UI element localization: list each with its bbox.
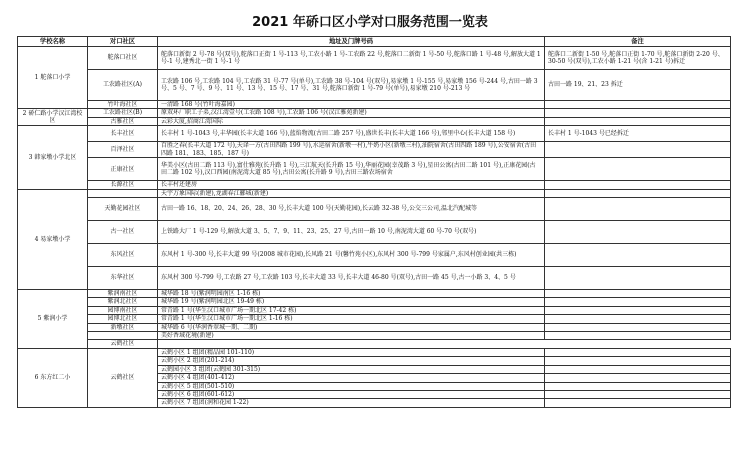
note-cell <box>545 390 731 398</box>
community-name: 云鹤社区 <box>88 340 158 348</box>
address-cell: 工农路 106 号,工农路 104 号,工农路 31 号-77 号(单号),工农路 38 号-104 号(双号),易家墩 1 号-155 号,易家墩 156 号-244 号,古田一路 3 号、5 号、7 号、9 号、11 号、13 号、15 号、17 号、31 号,舵落口新街 1 号-79 号(单号),易家墩 210 号-213 号 <box>158 70 545 101</box>
note-cell <box>545 117 731 125</box>
community-name: 工农路社区(B) <box>88 109 158 117</box>
community-name: 新墩社区 <box>88 323 158 331</box>
note-cell <box>545 244 731 267</box>
table-row <box>18 298 731 306</box>
note-cell <box>545 181 731 189</box>
table-row <box>18 332 731 340</box>
address-cell: 古田一路 16、18、20、24、26、28、30 号,长丰大道 100 号(天勤花园),长云路 32-38 号,公交三公司,温北汽配城等 <box>158 198 545 221</box>
address-cell: 城华路 6 号(华润香翠城一期、二期) <box>158 323 545 331</box>
note-cell <box>545 267 731 290</box>
note-cell <box>545 101 731 109</box>
address-cell: 云鹤小区 2 组团(201-214) <box>158 357 545 365</box>
address-cell: 长丰村 1 号-1043 号,丰华园(长丰大道 166 号),蓝焰物流(古田二路 257 号),盛世长丰(长丰大道 166 号),邻里中心(长丰大道 158 号) <box>158 126 545 142</box>
address-cell: 百胜之春(长丰大道 172 号),天译一方(古田四路 199 号),水运宿舍(新墩一村),牛奶小区(新墩三村),油院宿舍(古田四路 189 号),公安宿舍(古田四路 181、183、185、187 号) <box>158 142 545 158</box>
table-row <box>18 47 731 70</box>
note-cell <box>545 109 731 117</box>
address-cell: 一清路 168 号(竹叶海嘉园) <box>158 101 545 109</box>
community-name: 东风社区 <box>88 244 158 267</box>
address-cell: 云鹤小区 5 组团(501-510) <box>158 382 545 390</box>
table-row <box>18 70 731 101</box>
table-row <box>18 158 731 181</box>
note-cell <box>545 399 731 407</box>
address-cell: 云鹤小区 7 组团(润和花园 1-22) <box>158 399 545 407</box>
table-row <box>18 290 731 298</box>
service-scope-table <box>17 36 731 408</box>
header-address: 地址及门牌号码 <box>158 37 545 47</box>
table-row <box>18 198 731 221</box>
community-name <box>88 189 158 197</box>
note-cell <box>545 158 731 181</box>
community-name: 正康社区 <box>88 158 158 181</box>
community-name: 天勤花园社区 <box>88 198 158 221</box>
note-cell <box>545 374 731 382</box>
address-cell: 舵落口新街 2 号-78 号(双号),舵落口正街 1 号-113 号,工农小路 1 号-工农路 22 号,舵落口二新街 1 号-50 号,舵落口路 1 号-48 号,解放大道 1 号-1 号,建秀北一街 1 号-1 号 <box>158 47 545 70</box>
note-cell: 舵落口二新街 1-50 号,舵落口正街 1-70 号,舵落口新街 2-20 号、30-50 号(双号),工农小路 1-21 号(含 1-21 号)拆迁 <box>545 47 731 70</box>
table-row <box>18 267 731 290</box>
community-name: 东华社区 <box>88 267 158 290</box>
community-name: 紫润北社区 <box>88 298 158 306</box>
table-row <box>18 221 731 244</box>
note-cell <box>545 306 731 314</box>
note-cell: 古田一路 19、21、23 拆迁 <box>545 70 731 101</box>
header-community: 对口社区 <box>88 37 158 47</box>
address-cell: 上铁路大厂 1 号-129 号,解放大道 3、5、7、9、11、23、25、27 号,古田一路 10 号,南泥湾大道 60 号-70 号(双号) <box>158 221 545 244</box>
note-cell <box>545 365 731 373</box>
community-name: 云鹤社区 <box>88 348 158 407</box>
note-cell <box>545 198 731 221</box>
address-cell: 云鹤小区 4 组团(401-412) <box>158 374 545 382</box>
community-name: 园博北社区 <box>88 315 158 323</box>
address-cell: 常青路 1 号(华生汉口城市广场一期北区 17-42 栋) <box>158 306 545 314</box>
table-row <box>18 109 731 117</box>
table-row <box>18 142 731 158</box>
school-name: 5 紫润小学 <box>18 290 88 349</box>
note-cell: 长丰村 1 号-1043 号已经拆迁 <box>545 126 731 142</box>
table-row <box>18 306 731 314</box>
community-name: 竹叶海社区 <box>88 101 158 109</box>
address-cell: 云鹤园小区 3 组团(云鹤园 301-315) <box>158 365 545 373</box>
header-school: 学校名称 <box>18 37 88 47</box>
address-cell: 天宇万象国际(新建),龙湖春江郦城(新建) <box>158 189 545 197</box>
address-cell: 城华路 19 号(紫润明园北区 19-49 栋) <box>158 298 545 306</box>
table-row <box>18 117 731 125</box>
address-cell: 长丰村还建房 <box>158 181 545 189</box>
page-title: 2021 年硚口区小学对口服务范围一览表 <box>252 15 488 30</box>
address-cell: 东风村 300 号-799 号,工农路 27 号,工农路 103 号,长丰大道 33 号,长丰大道 46-80 号(双号),古田一路 45 号,古一小路 3、4、5 号 <box>158 267 545 290</box>
community-name: 紫润南社区 <box>88 290 158 298</box>
address-cell: 云鹤小区 6 组团(601-612) <box>158 390 545 398</box>
community-name <box>88 332 158 340</box>
community-name: 百泽社区 <box>88 142 158 158</box>
community-name: 古一社区 <box>88 221 158 244</box>
table-row <box>18 181 731 189</box>
table-row <box>18 348 731 356</box>
table-row <box>18 101 731 109</box>
note-cell <box>545 298 731 306</box>
address-cell: 华美小区(古田二路 113 号),富仕雅苑(长升路 1 号),三江航天(长升路 15 号),华丽花园(幸茂路 3 号),星田公寓(古田二路 101 号),正康花园(古田二路 102 号),汉口西园(南泥湾大道 85 号),古田公寓(长升路 9 号),古田三路农场宿舍 <box>158 158 545 181</box>
note-cell <box>545 323 731 331</box>
table-row <box>18 189 731 197</box>
note-cell <box>545 348 731 356</box>
note-cell <box>545 315 731 323</box>
school-name: 4 易家墩小学 <box>18 189 88 289</box>
table-header-row <box>18 37 731 47</box>
table-row <box>18 315 731 323</box>
table-row <box>18 323 731 331</box>
address-cell: 云彩大厦,招商江湾国际 <box>158 117 545 125</box>
address-cell: 常青路 1 号(华生汉口城市广场一期北区 1-16 栋) <box>158 315 545 323</box>
note-cell <box>545 142 731 158</box>
address-cell: 城华路 18 号(紫润明园南区 1-16 栋) <box>158 290 545 298</box>
address-cell: 原双环厂职工子弟,汉江湾壹号(工农路 108 号),工农路 106 号(汉江雅苑新建) <box>158 109 545 117</box>
note-cell <box>545 382 731 390</box>
community-name: 长丰社区 <box>88 126 158 142</box>
community-name: 舵落口社区 <box>88 47 158 70</box>
community-name: 工农路社区(A) <box>88 70 158 101</box>
table-row <box>18 340 731 348</box>
school-name: 1 舵落口小学 <box>18 47 88 109</box>
header-note: 备注 <box>545 37 731 47</box>
table-row <box>18 244 731 267</box>
address-cell: 东风村 1 号-300 号,长丰大道 99 号(2008 城市花园),长风路 21 号(馨竹苑小区),东风村 300 号-799 号家属户,东风村创业园(共三栋) <box>158 244 545 267</box>
school-name: 3 韩家墩小学北区 <box>18 126 88 189</box>
table-row <box>18 126 731 142</box>
note-cell <box>545 357 731 365</box>
community-name: 长源社区 <box>88 181 158 189</box>
address-cell: 美好香域花境(新建) <box>158 332 545 340</box>
note-cell <box>545 332 731 340</box>
community-name: 古雅社区 <box>88 117 158 125</box>
note-cell <box>545 189 731 197</box>
school-name: 2 硚仁路小学汉江湾校区 <box>18 109 88 126</box>
note-cell <box>545 221 731 244</box>
address-cell: 云鹤小区 1 组团(精品园 101-110) <box>158 348 545 356</box>
school-name: 6 东方红二小 <box>18 348 88 407</box>
community-name: 园博南社区 <box>88 306 158 314</box>
note-cell <box>545 290 731 298</box>
